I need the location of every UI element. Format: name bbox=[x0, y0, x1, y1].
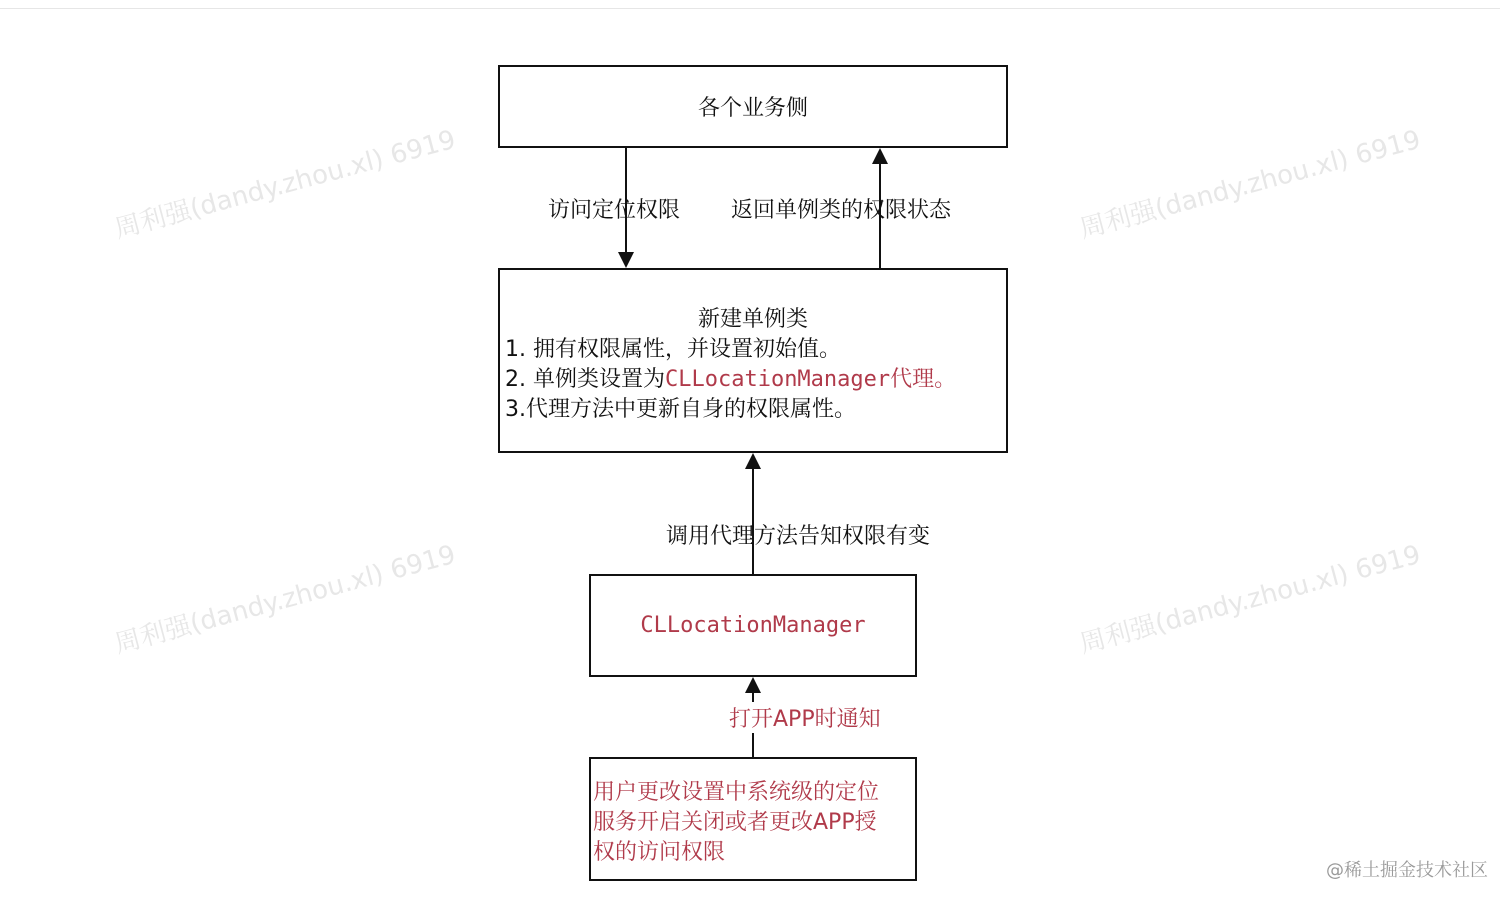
singleton-title: 新建单例类 bbox=[697, 307, 808, 332]
arrow-up-icon bbox=[745, 453, 761, 469]
top-divider bbox=[0, 8, 1500, 9]
arrow-down-icon bbox=[618, 252, 634, 268]
watermark: 周利强(dandy.zhou.xl) 6919 bbox=[111, 124, 459, 245]
cllocationmanager-label: CLLocationManager bbox=[640, 613, 866, 638]
singleton-line-1: 1. 拥有权限属性，并设置初始值。 bbox=[505, 337, 841, 362]
access-permission-label: 访问定位权限 bbox=[548, 198, 681, 223]
return-status-label: 返回单例类的权限状态 bbox=[731, 198, 952, 223]
singleton-line-2-prefix: 2. 单例类设置为 bbox=[505, 367, 665, 392]
singleton-line-3: 3.代理方法中更新自身的权限属性。 bbox=[505, 397, 856, 422]
arrow-up-icon bbox=[745, 677, 761, 693]
watermark: 周利强(dandy.zhou.xl) 6919 bbox=[1076, 124, 1424, 245]
business-node bbox=[498, 65, 1008, 148]
notify-change-label: 调用代理方法告知权限有变 bbox=[666, 524, 931, 549]
open-app-notify-label: 打开APP时通知 bbox=[729, 702, 881, 733]
footer-brand: @稀土掘金技术社区 bbox=[1326, 860, 1488, 881]
user-settings-line-3: 权的访问权限 bbox=[593, 840, 726, 865]
singleton-node bbox=[498, 268, 1008, 453]
arrow-up-icon bbox=[872, 148, 888, 164]
cllocationmanager-node bbox=[589, 574, 917, 677]
singleton-line-2-code: CLLocationManager bbox=[664, 367, 891, 392]
user-settings-line-1: 用户更改设置中系统级的定位 bbox=[593, 780, 880, 805]
watermark: 周利强(dandy.zhou.xl) 6919 bbox=[111, 539, 459, 660]
singleton-line-2 bbox=[505, 362, 956, 393]
business-node-label: 各个业务侧 bbox=[697, 96, 808, 121]
user-settings-line-2: 服务开启关闭或者更改APP授 bbox=[593, 810, 877, 835]
singleton-line-2-suffix: 代理。 bbox=[890, 367, 957, 392]
watermark: 周利强(dandy.zhou.xl) 6919 bbox=[1076, 539, 1424, 660]
user-settings-node bbox=[589, 757, 917, 881]
